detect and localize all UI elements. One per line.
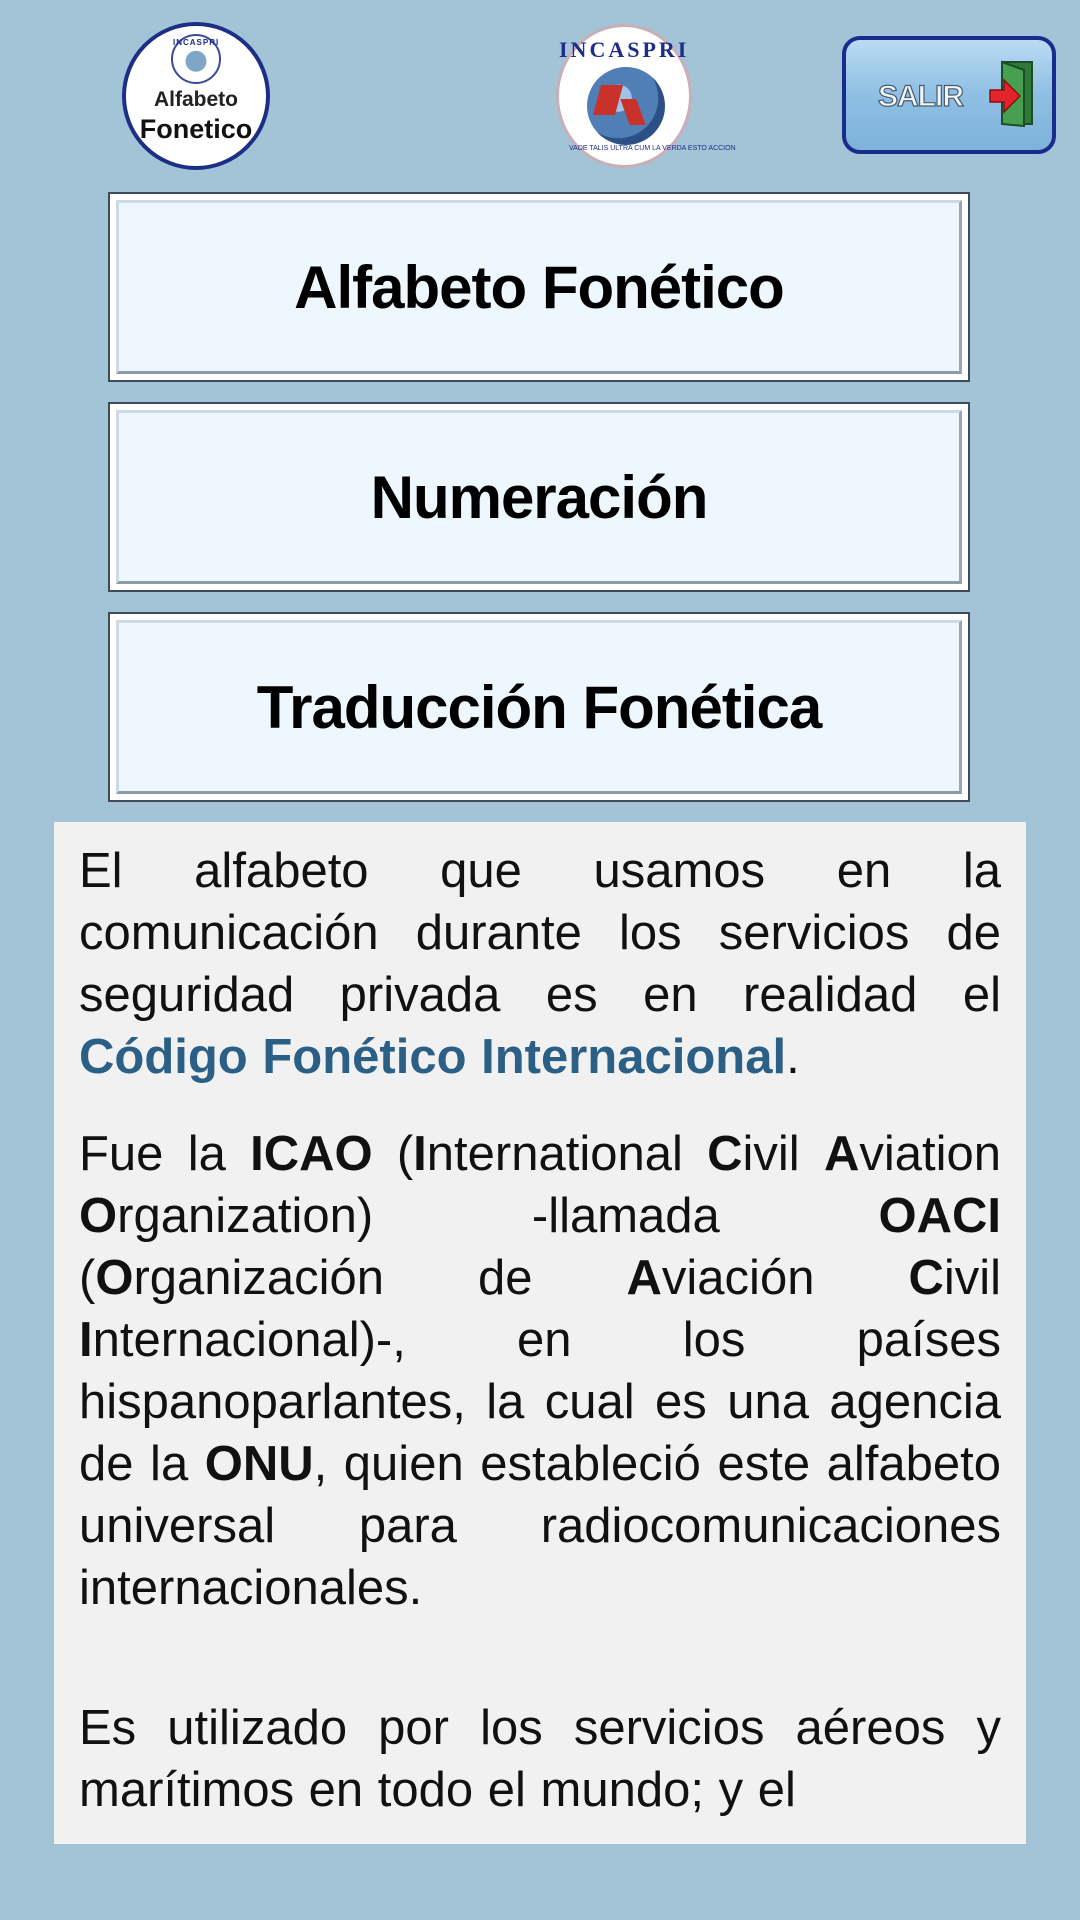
logo-title-line2: Fonetico [139, 114, 253, 144]
button-face [116, 620, 962, 794]
initial-letter: A [626, 1251, 662, 1305]
exit-button[interactable] [842, 36, 1056, 154]
paragraph-text: ivil [943, 1251, 1001, 1305]
info-text-panel[interactable] [54, 822, 1026, 1844]
paragraph-text: ivil [742, 1127, 824, 1181]
intro-text: El alfabeto que usamos en la comunicación durante los servicios de seguridad privada es en realidad el [79, 844, 1001, 1022]
usage-text: Es utilizado por los servicios aéreos y marítimos en todo el mundo; y el [79, 1701, 1001, 1817]
paragraph-text: ( [79, 1251, 96, 1305]
intro-end: . [786, 1030, 800, 1084]
paragraph-text: rganización de [133, 1251, 627, 1305]
paragraph-text: viation [859, 1127, 1001, 1181]
incaspri-motto: VADE TALIS ULTRA CUM LA VERDA ESTO ACCION [569, 145, 736, 152]
acronym-icao: ICAO [250, 1127, 373, 1181]
paragraph-text: Fue la [79, 1127, 251, 1181]
paragraph-spacer [79, 1619, 1001, 1697]
initial-letter: C [707, 1127, 743, 1181]
button-face [116, 200, 962, 374]
initial-letter: C [908, 1251, 944, 1305]
numeracion-button[interactable] [108, 402, 970, 592]
intro-paragraph [79, 840, 1001, 1088]
alfabeto-fonetico-logo [122, 22, 270, 170]
paragraph-text: viación [661, 1251, 909, 1305]
traduccion-fonetica-button[interactable] [108, 612, 970, 802]
mini-seal-text: INCASPRI [173, 38, 220, 47]
paragraph-text: nternacional)-, en los países hispanoparlantes, la cual es una agencia de la [79, 1313, 1001, 1491]
paragraph-text: , quien estableció este alfabeto universal para radiocomunicaciones internacionales. [79, 1437, 1001, 1615]
paragraph-text: nternational [426, 1127, 708, 1181]
numeracion-label: Numeración [370, 463, 708, 531]
paragraph-text: ( [372, 1127, 414, 1181]
icao-paragraph [79, 1123, 1001, 1619]
initial-letter: I [79, 1313, 93, 1367]
alfabeto-fonetico-label: Alfabeto Fonético [294, 253, 784, 321]
exit-button-label: SALIR [878, 80, 963, 113]
incaspri-mini-seal-icon [171, 34, 221, 84]
incaspri-logo [556, 24, 736, 168]
codigo-fonetico-link: Código Fonético Internacional [79, 1030, 787, 1084]
acronym-onu: ONU [204, 1437, 314, 1491]
traduccion-fonetica-label: Traducción Fonética [256, 673, 822, 741]
initial-letter: A [823, 1127, 860, 1181]
alfabeto-fonetico-button[interactable] [108, 192, 970, 382]
initial-letter: O [79, 1189, 118, 1243]
paragraph-text: rganization) -llamada [117, 1189, 879, 1243]
initial-letter: I [413, 1127, 427, 1181]
acronym-oaci: OACI [878, 1189, 1001, 1243]
usage-paragraph [79, 1697, 1001, 1821]
incaspri-ring-text: INCASPRI [559, 37, 690, 62]
button-face [116, 410, 962, 584]
initial-letter: O [95, 1251, 134, 1305]
logo-title-line1: Alfabeto [154, 88, 238, 111]
exit-door-icon [990, 60, 1034, 126]
